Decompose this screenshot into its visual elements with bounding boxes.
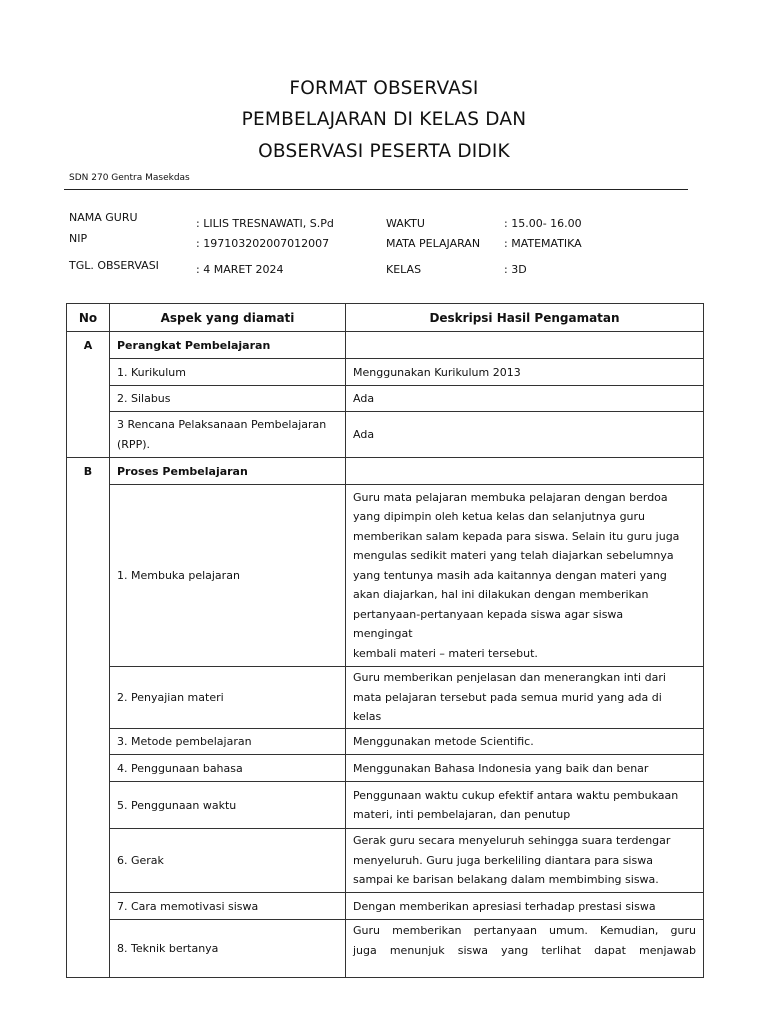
description-cell: Ada [346,412,704,458]
table-row [67,359,704,386]
observation-table [66,303,704,978]
section-b-no: B [67,458,110,978]
mata-pelajaran-value: : MATEMATIKA [504,237,582,250]
kelas-value: : 3D [504,263,527,276]
aspect-cell: 3. Metode pembelajaran [110,729,346,755]
description-line: mengulas sedikit materi yang telah diajarkan sebelumnya [353,549,674,563]
description-line: kembali materi – materi tersebut. [353,646,538,660]
description-cell: Ada [346,386,704,412]
description-line: Guru memberikan penjelasan dan menerangkan inti dari [353,671,666,685]
table-row [67,386,704,412]
section-b-empty [346,458,704,485]
aspect-cell: 4. Penggunaan bahasa [110,755,346,782]
description-line: memberikan salam kepada para siswa. Selain itu guru juga [353,529,680,543]
nip-value: : 197103202007012007 [196,237,330,250]
table-row [67,782,704,829]
description-cell: Dengan memberikan apresiasi terhadap prestasi siswa [346,893,704,920]
description-line: pertanyaan-pertanyaan kepada siswa agar siswa [353,607,624,621]
aspect-line: (RPP). [117,437,150,451]
document-title-line-2: PEMBELAJARAN DI KELAS DAN [241,109,527,130]
table-row [67,920,704,978]
description-cell [346,920,704,978]
aspect-cell: 1. Kurikulum [110,359,346,386]
description-cell [346,782,704,829]
description-cell: Menggunakan metode Scientific. [346,729,704,755]
table-row [67,485,704,667]
description-cell [346,485,704,667]
aspect-cell: 8. Teknik bertanya [110,920,346,978]
aspect-cell: 6. Gerak [110,829,346,893]
aspect-cell: 5. Penggunaan waktu [110,782,346,829]
aspect-cell: 2. Silabus [110,386,346,412]
header-divider [64,189,688,190]
waktu-label: WAKTU [386,217,425,230]
section-b-title: Proses Pembelajaran [110,458,346,485]
description-cell [346,829,704,893]
waktu-value: : 15.00- 16.00 [504,217,582,230]
section-a-no: A [67,332,110,458]
header-no: No [67,304,110,332]
description-line: mengingat [353,627,413,641]
aspect-cell: 7. Cara memotivasi siswa [110,893,346,920]
description-line: yang tentunya masih ada kaitannya dengan materi yang [353,568,667,582]
header-aspek: Aspek yang diamati [110,304,346,332]
nama-guru-label: NAMA GURU [69,211,138,224]
mata-pelajaran-label: MATA PELAJARAN [386,237,481,250]
aspect-cell: 2. Penyajian materi [110,667,346,729]
document-title-line-1: FORMAT OBSERVASI [289,78,479,99]
description-line: Penggunaan waktu cukup efektif antara waktu pembukaan [353,788,679,802]
description-line: mata pelajaran tersebut pada semua murid yang ada di [353,690,662,704]
aspect-line: 3 Rencana Pelaksanaan Pembelajaran [117,418,327,431]
nip-label: NIP [69,232,88,245]
description-line: Gerak guru secara menyeluruh sehingga suara terdengar [353,834,671,848]
table-row [67,667,704,729]
description-line: akan diajarkan, hal ini dilakukan dengan memberikan [353,588,649,602]
table-row [67,412,704,458]
section-a-row [67,332,704,359]
description-line: Guru mata pelajaran membuka pelajaran dengan berdoa [353,490,668,504]
section-a-empty [346,332,704,359]
header-deskripsi: Deskripsi Hasil Pengamatan [346,304,704,332]
description-cell: Menggunakan Kurikulum 2013 [346,359,704,386]
description-line: menyeluruh. Guru juga berkeliling diantara para siswa [353,853,653,867]
description-line: sampai ke barisan belakang dalam membimbing siswa. [353,873,659,887]
kelas-label: KELAS [386,263,422,276]
description-line: juga menunjuk siswa yang terlihat dapat menjawab [353,943,696,957]
table-header-row [67,304,704,332]
nama-guru-value: : LILIS TRESNAWATI, S.Pd [196,217,334,230]
tgl-observasi-value: : 4 MARET 2024 [196,263,284,276]
description-line: kelas [353,710,382,724]
section-a-title: Perangkat Pembelajaran [110,332,346,359]
table-row [67,829,704,893]
section-b-row [67,458,704,485]
school-name: SDN 270 Gentra Masekdas [69,173,190,183]
aspect-cell [110,412,346,458]
table-row [67,893,704,920]
description-line: yang dipimpin oleh ketua kelas dan selanjutnya guru [353,510,646,524]
table-row [67,729,704,755]
tgl-observasi-label: TGL. OBSERVASI [69,259,159,272]
description-cell [346,667,704,729]
description-line: Guru memberikan pertanyaan umum. Kemudian, guru [353,924,696,937]
document-title-line-3: OBSERVASI PESERTA DIDIK [258,141,510,162]
description-line: materi, inti pembelajaran, dan penutup [353,808,571,821]
aspect-cell: 1. Membuka pelajaran [110,485,346,667]
description-cell: Menggunakan Bahasa Indonesia yang baik dan benar [346,755,704,782]
table-row [67,755,704,782]
